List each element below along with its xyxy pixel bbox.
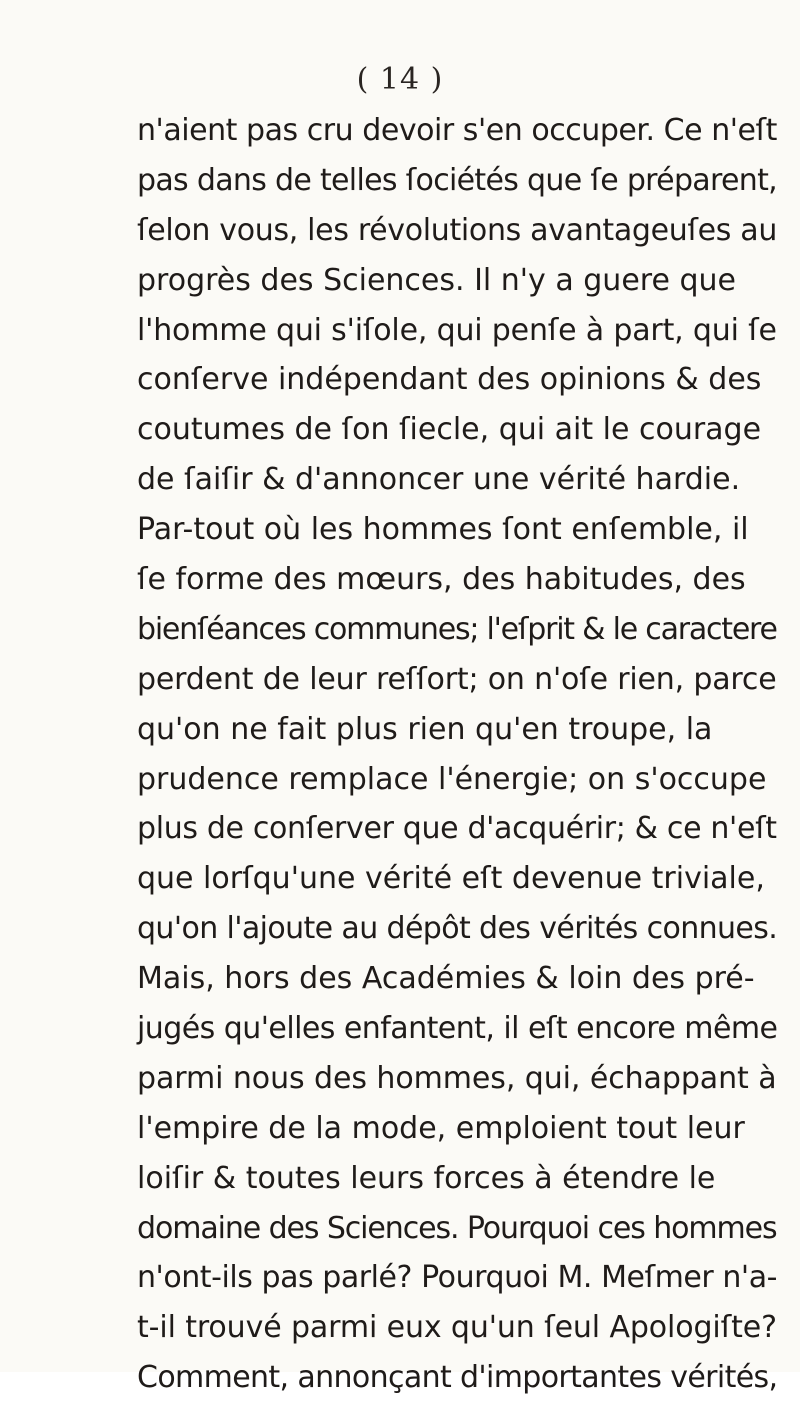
text-line: perdent de leur reſſort; on n'oſe rien, parce [137,661,777,697]
text-line: t-il trouvé parmi eux qu'un ſeul Apologiſte? [137,1310,777,1346]
text-line: que lorſqu'une vérité eſt devenue triviale, [137,861,765,897]
text-line: Par-tout où les hommes ſont enſemble, il [137,512,749,548]
text-line: bienſéances communes; l'eſprit & le caractere [137,611,777,647]
text-line: n'aient pas cru devoir s'en occuper. Ce n'eſt [137,113,777,148]
text-line: n'ont-ils pas parlé? Pourquoi M. Meſmer n'a- [137,1260,778,1296]
text-line: qu'on ne fait plus rien qu'en troupe, la [137,711,713,747]
body-text [137,106,800,1403]
text-line: l'empire de la mode, emploient tout leur [137,1110,745,1146]
text-line: parmi nous des hommes, qui, échappant à [137,1060,777,1096]
text-line: qu'on l'ajoute au dépôt des vérités connues. [137,911,778,947]
text-line: coutumes de ſon ſiecle, qui ait le courage [137,412,762,448]
text-line: Comment, annonçant d'importantes vérités, [137,1360,778,1396]
text-line: prudence remplace l'énergie; on s'occupe [137,761,767,797]
text-line: ſelon vous, les révolutions avantageuſes au [137,212,778,248]
text-line: jugés qu'elles enfantent, il eſt encore même [137,1011,778,1047]
text-line: progrès des Sciences. Il n'y a guere que [137,262,736,298]
text-line: l'homme qui s'iſole, qui penſe à part, qui ſe [137,312,777,348]
text-line: plus de conſerver que d'acquérir; & ce n'eſt [137,811,777,847]
text-line: conſerve indépendant des opinions & des [137,362,762,398]
text-line: Mais, hors des Académies & loin des pré- [137,961,755,997]
page-number: ( 14 ) [356,62,444,97]
text-line: loiſir & toutes leurs forces à étendre le [137,1160,716,1196]
text-line: de ſaiſir & d'annoncer une vérité hardie. [137,462,741,498]
text-line: ſe forme des mœurs, des habitudes, des [137,562,746,598]
text-line: domaine des Sciences. Pourquoi ces hommes [137,1210,777,1246]
text-line: pas dans de telles ſociétés que ſe préparent, [137,162,777,198]
